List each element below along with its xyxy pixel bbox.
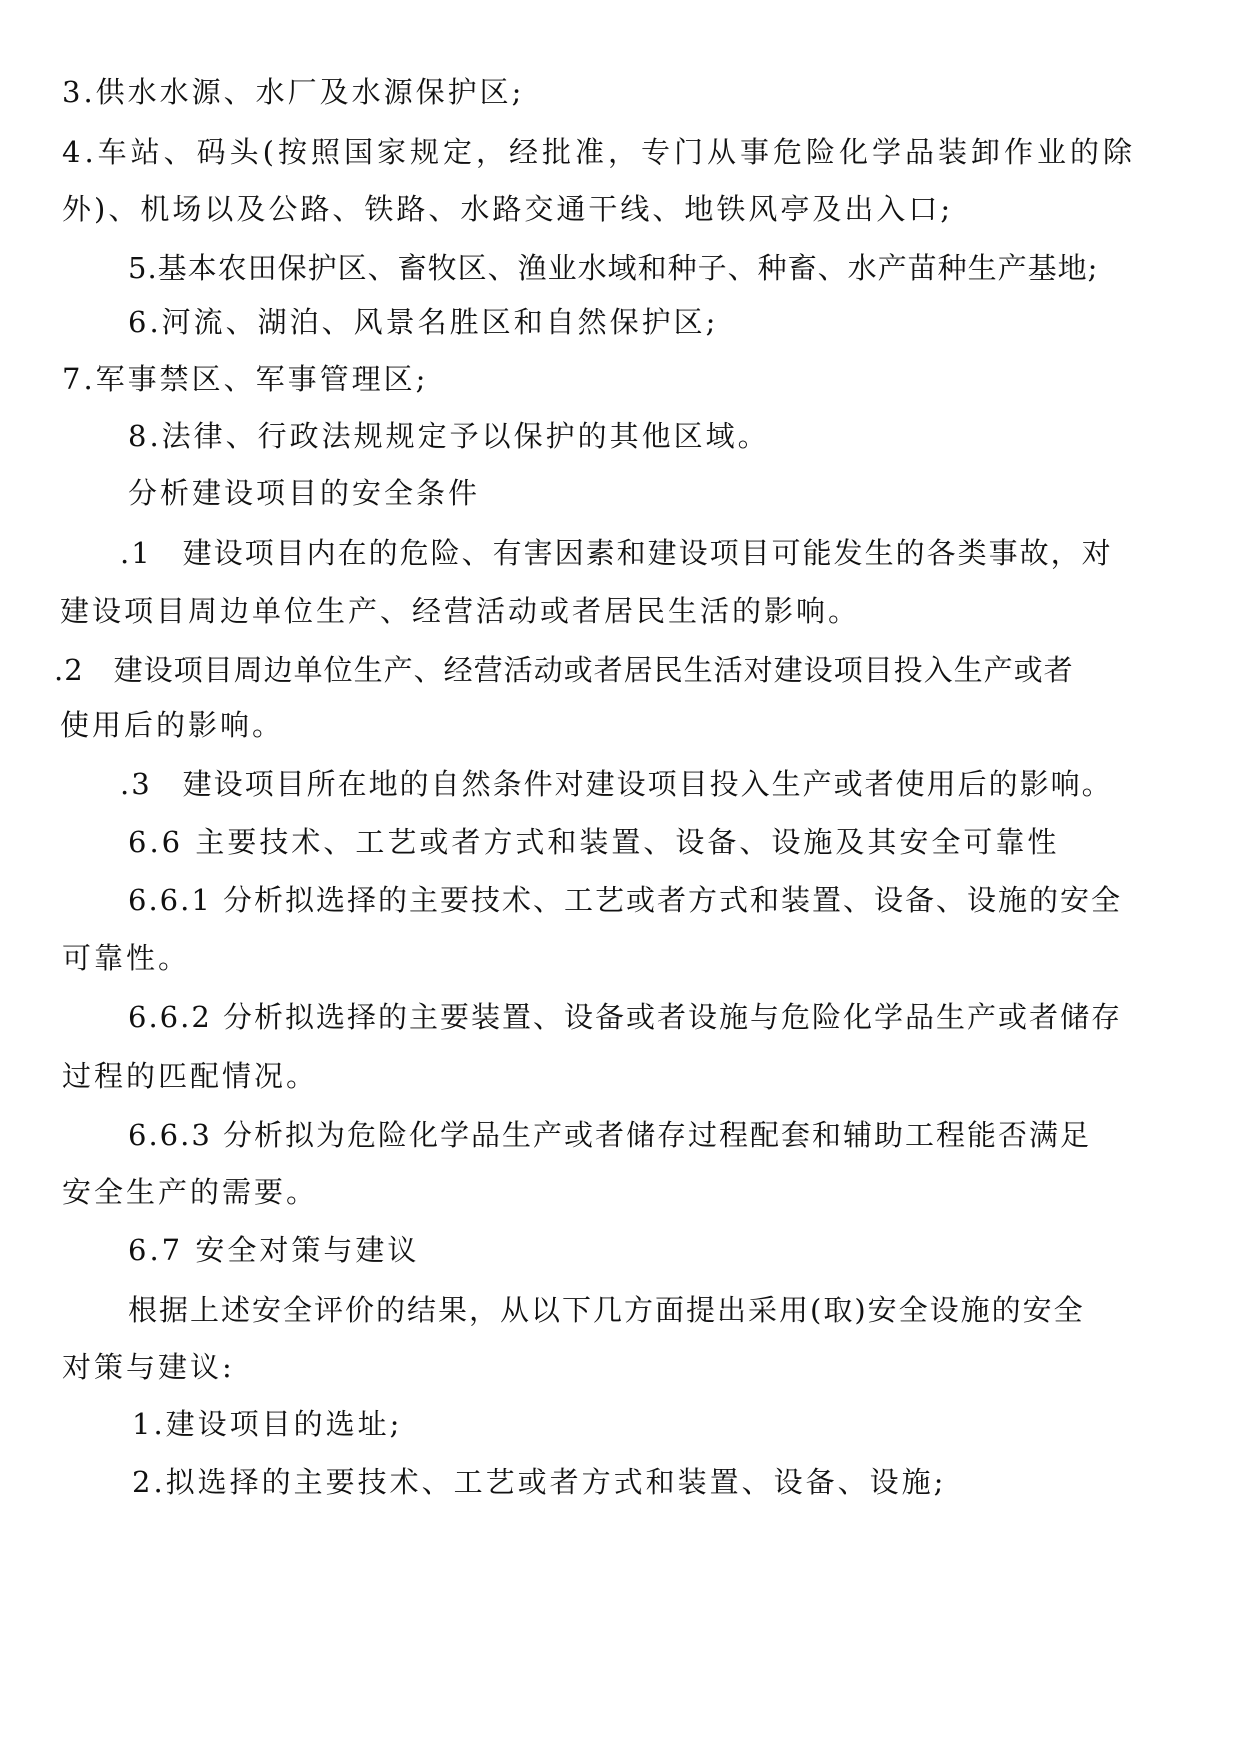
text-line: 对策与建议:: [62, 1350, 235, 1384]
text-line: .3 建设项目所在地的自然条件对建设项目投入生产或者使用后的影响。: [120, 767, 1113, 801]
text-line: 外)、机场以及公路、铁路、水路交通干线、地铁风亭及出入口;: [62, 192, 954, 226]
text-line: 4.车站、码头(按照国家规定，经批准，专门从事危险化学品装卸作业的除: [62, 135, 1136, 169]
text-line: 6.河流、湖泊、风景名胜区和自然保护区;: [128, 305, 719, 339]
text-line: 8.法律、行政法规规定予以保护的其他区域。: [128, 419, 770, 453]
text-line: 过程的匹配情况。: [62, 1059, 319, 1093]
text-line: 建设项目周边单位生产、经营活动或者居民生活的影响。: [60, 594, 861, 628]
section-heading: 6.7 安全对策与建议: [128, 1233, 420, 1267]
text-line: 3.供水水源、水厂及水源保护区;: [62, 75, 525, 109]
text-line: 6.6.2 分析拟选择的主要装置、设备或者设施与危险化学品生产或者储存: [128, 1000, 1123, 1034]
text-line: 1.建设项目的选址;: [132, 1407, 403, 1441]
section-heading: 分析建设项目的安全条件: [128, 476, 481, 510]
text-line: 使用后的影响。: [60, 708, 285, 742]
text-line: .2 建设项目周边单位生产、经营活动或者居民生活对建设项目投入生产或者: [54, 653, 1074, 687]
text-line: .1 建设项目内在的危险、有害因素和建设项目可能发生的各类事故，对: [120, 536, 1113, 570]
text-line: 可靠性。: [62, 941, 191, 975]
text-line: 5.基本农田保护区、畜牧区、渔业水域和种子、种畜、水产苗种生产基地;: [128, 251, 1099, 285]
text-line: 6.6.1 分析拟选择的主要技术、工艺或者方式和装置、设备、设施的安全: [128, 883, 1123, 917]
section-heading: 6.6 主要技术、工艺或者方式和装置、设备、设施及其安全可靠性: [128, 825, 1060, 859]
text-line: 2.拟选择的主要技术、工艺或者方式和装置、设备、设施;: [132, 1465, 947, 1499]
text-line: 6.6.3 分析拟为危险化学品生产或者储存过程配套和辅助工程能否满足: [128, 1118, 1092, 1152]
text-line: 根据上述安全评价的结果，从以下几方面提出采用(取)安全设施的安全: [128, 1293, 1085, 1327]
text-line: 安全生产的需要。: [62, 1175, 319, 1209]
text-line: 7.军事禁区、军事管理区;: [62, 362, 429, 396]
